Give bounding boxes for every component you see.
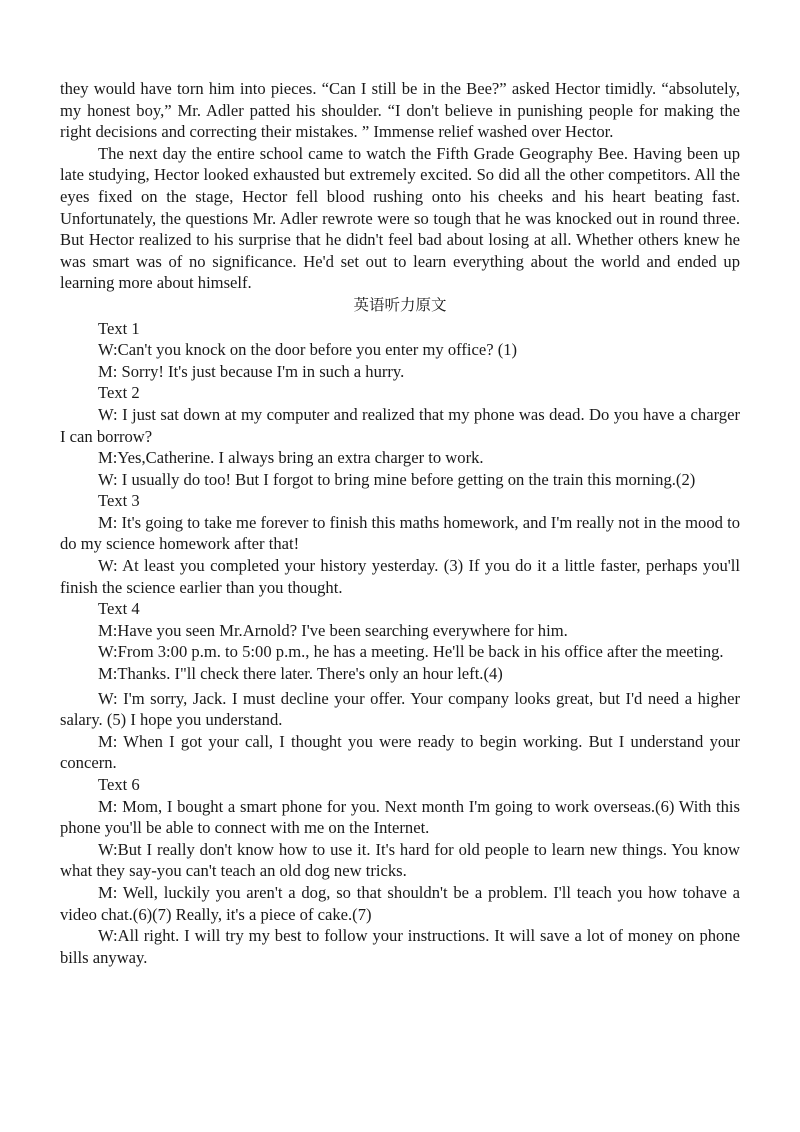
- text-3-line-1: M: It's going to take me forever to finish this maths homework, and I'm really not in the mood to do my science homework after that!: [60, 512, 740, 554]
- text-3-label: Text 3: [98, 491, 140, 511]
- text-5-line-2: M: When I got your call, I thought you were ready to begin working. But I understand your concern.: [60, 731, 740, 773]
- text-6-line-1: M: Mom, I bought a smart phone for you. Next month I'm going to work overseas.(6) With this phone you'll be able to connect with me on the Internet.: [60, 796, 740, 838]
- text-5-line-1: W: I'm sorry, Jack. I must decline your offer. Your company looks great, but I'd need a higher salary. (5) I hope you understand.: [60, 688, 740, 730]
- story-paragraph-2: The next day the entire school came to watch the Fifth Grade Geography Bee. Having been up late studying, Hector looked exhausted but extremely excited. So did all the other competitors. All the eyes fixed on the stage, Hector fell blood rushing onto his cheeks and his heart beating fast. Unfortunately, the questions Mr. Adler rewrote were so tough that he was knocked out in round three. But Hector realized to his surprise that he didn't feel bad about losing at all. Whether others knew he was smart was of no significance. He'd set out to learn everything about the world and ended up learning more about himself.: [60, 143, 740, 293]
- text-1-label: Text 1: [98, 318, 140, 338]
- text-6-line-4: W:All right. I will try my best to follow your instructions. It will save a lot of money on phone bills anyway.: [60, 926, 740, 967]
- text-4-line-1: M:Have you seen Mr.Arnold? I've been searching everywhere for him.: [98, 620, 568, 640]
- text-2-line-2: M:Yes,Catherine. I always bring an extra charger to work.: [98, 448, 484, 468]
- section-title: 英语听力原文: [353, 295, 447, 314]
- text-2-line-3: W: I usually do too! But I forgot to bring mine before getting on the train this morning.(2): [98, 469, 696, 489]
- text-4-label: Text 4: [98, 599, 140, 619]
- text-4-line-3: M:Thanks. I"ll check there later. There's only an hour left.(4): [98, 664, 503, 684]
- text-4-line-2: W:From 3:00 p.m. to 5:00 p.m., he has a meeting. He'll be back in his office after the meeting.: [98, 642, 724, 662]
- text-6-line-2: W:But I really don't know how to use it. It's hard for old people to learn new things. You know what they say-you can't teach an old dog new tricks.: [60, 839, 740, 881]
- text-1-line-1: W:Can't you knock on the door before you enter my office? (1): [98, 340, 518, 360]
- text-2-label: Text 2: [98, 383, 140, 403]
- text-2-line-1: W: I just sat down at my computer and realized that my phone was dead. Do you have a charger I can borrow?: [60, 404, 740, 446]
- text-3-line-2: W: At least you completed your history yesterday. (3) If you do it a little faster, perhaps you'll finish the science earlier than you thought.: [60, 556, 740, 597]
- story-paragraph-1: they would have torn him into pieces. “Can I still be in the Bee?” asked Hector timidly. “absolutely, my honest boy,” Mr. Adler patted his shoulder. “I don't believe in punishing people for making the right decisions and correcting their mistakes. ” Immense relief washed over Hector.: [60, 79, 740, 142]
- text-6-label: Text 6: [98, 775, 140, 794]
- document-page: [60, 78, 740, 968]
- text-6-line-3: M: Well, luckily you aren't a dog, so that shouldn't be a problem. I'll teach you how tohave a video chat.(6)(7) Really, it's a piece of cake.(7): [60, 882, 740, 924]
- text-1-line-2: M: Sorry! It's just because I'm in such a hurry.: [98, 361, 405, 381]
